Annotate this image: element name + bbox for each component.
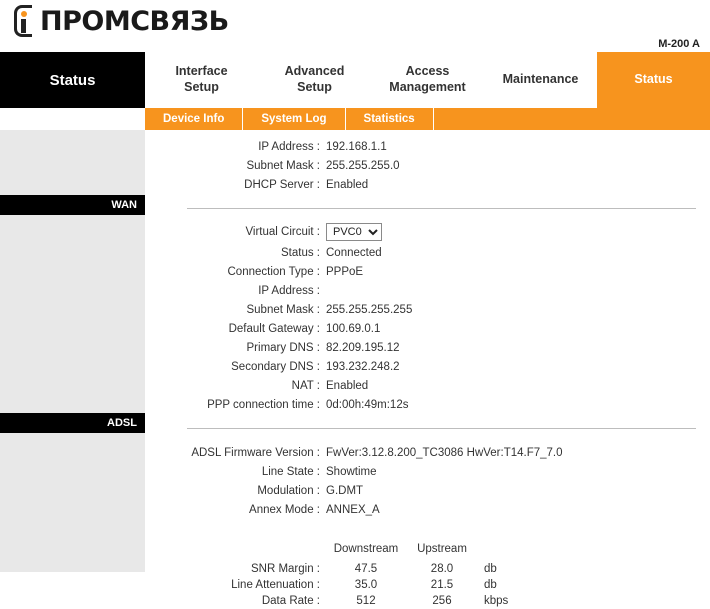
label-lan-subnet-mask: Subnet Mask : — [246, 159, 320, 172]
value-wan-nat: Enabled — [326, 379, 369, 392]
value-adsl-annex-mode: ANNEX_A — [326, 503, 380, 516]
label-data-rate: Data Rate : — [261, 595, 320, 607]
tab-interface-setup-line2: Setup — [184, 80, 219, 94]
content-area — [145, 130, 710, 607]
logo-mark-icon — [8, 2, 36, 40]
tab-interface-setup-line1: Interface — [175, 64, 228, 79]
row-wan-status — [151, 243, 710, 262]
stats-col-downstream: Downstream — [333, 543, 399, 555]
unit-data-rate: kbps — [484, 595, 509, 607]
brand-name: ПРОМСВЯЗЬ — [40, 5, 229, 37]
row-adsl-annex-mode — [151, 500, 710, 519]
label-adsl-line-state: Line State : — [261, 465, 320, 478]
subtab-device-info[interactable]: Device Info — [145, 108, 243, 130]
sub-navigation — [0, 108, 710, 130]
value-data-rate-down: 512 — [356, 595, 376, 607]
tab-maintenance[interactable] — [484, 52, 597, 108]
label-wan-nat: NAT : — [291, 379, 320, 392]
label-wan-default-gateway: Default Gateway : — [228, 322, 320, 335]
label-wan-connection-type: Connection Type : — [227, 265, 320, 278]
row-adsl-modulation — [151, 481, 710, 500]
virtual-circuit-select[interactable] — [326, 223, 382, 241]
sidebar-block-adsl — [0, 433, 145, 572]
label-adsl-firmware-version: ADSL Firmware Version : — [191, 446, 320, 459]
value-lan-dhcp-server: Enabled — [326, 178, 369, 191]
value-wan-connection-type: PPPoE — [326, 265, 364, 278]
tab-access-management[interactable] — [371, 52, 484, 108]
value-wan-status: Connected — [326, 246, 382, 259]
label-wan-ppp-connection-time: PPP connection time : — [207, 398, 320, 411]
label-snr-margin: SNR Margin : — [250, 563, 320, 575]
value-wan-ppp-connection-time: 0d:00h:49m:12s — [326, 398, 409, 411]
status-title-block: Status — [0, 52, 145, 108]
label-adsl-annex-mode: Annex Mode : — [249, 503, 320, 516]
tab-status-label: Status — [634, 72, 673, 87]
label-adsl-modulation: Modulation : — [257, 484, 320, 497]
nav-items — [145, 52, 710, 108]
row-wan-subnet-mask — [151, 300, 710, 319]
unit-snr-margin: db — [484, 563, 497, 575]
divider-wan — [187, 208, 696, 209]
value-lan-ip-address: 192.168.1.1 — [326, 140, 387, 153]
row-lan-dhcp-server — [151, 175, 710, 194]
row-adsl-line-state — [151, 462, 710, 481]
label-wan-ip-address: IP Address : — [258, 284, 320, 297]
row-wan-ppp-connection-time — [151, 395, 710, 414]
label-wan-subnet-mask: Subnet Mask : — [246, 303, 320, 316]
sidebar-block-wan — [0, 215, 145, 413]
row-wan-nat — [151, 376, 710, 395]
stats-row-snr-margin — [151, 561, 710, 577]
sidebar — [0, 130, 145, 572]
sidebar-block-lan — [0, 130, 145, 195]
subtab-statistics[interactable]: Statistics — [346, 108, 434, 130]
value-snr-margin-down: 47.5 — [354, 563, 378, 575]
value-wan-primary-dns: 82.209.195.12 — [326, 341, 400, 354]
stats-row-data-rate — [151, 593, 710, 609]
label-lan-dhcp-server: DHCP Server : — [244, 178, 320, 191]
tab-advanced-setup-line2: Setup — [297, 80, 332, 94]
label-wan-virtual-circuit: Virtual Circuit : — [245, 226, 320, 238]
subnav-spacer — [0, 108, 145, 130]
unit-line-attenuation: db — [484, 579, 497, 591]
device-model: M-200 A — [658, 38, 700, 50]
subtab-system-log[interactable]: System Log — [243, 108, 345, 130]
label-wan-status: Status : — [281, 246, 320, 259]
main-navigation — [0, 52, 710, 108]
label-wan-primary-dns: Primary DNS : — [246, 341, 320, 354]
subnav-filler — [434, 108, 710, 130]
tab-advanced-setup[interactable] — [258, 52, 371, 108]
row-wan-secondary-dns — [151, 357, 710, 376]
row-wan-default-gateway — [151, 319, 710, 338]
tab-access-management-line2: Management — [389, 80, 466, 94]
value-line-attenuation-up: 21.5 — [430, 579, 454, 591]
tab-access-management-line1: Access — [405, 64, 450, 79]
subnav-items — [145, 108, 434, 130]
row-wan-primary-dns — [151, 338, 710, 357]
value-snr-margin-up: 28.0 — [430, 563, 454, 575]
brand-logo — [8, 2, 229, 40]
value-lan-subnet-mask: 255.255.255.0 — [326, 159, 400, 172]
row-lan-ip-address — [151, 137, 710, 156]
stats-header-row — [151, 541, 710, 557]
value-line-attenuation-down: 35.0 — [354, 579, 378, 591]
row-lan-subnet-mask — [151, 156, 710, 175]
value-adsl-modulation: G.DMT — [326, 484, 364, 497]
stats-row-line-attenuation — [151, 577, 710, 593]
tab-advanced-setup-line1: Advanced — [284, 64, 345, 79]
tab-status[interactable] — [597, 52, 710, 108]
value-data-rate-up: 256 — [432, 595, 452, 607]
sidebar-section-wan: WAN — [0, 195, 145, 215]
page-header — [0, 0, 710, 52]
sidebar-section-adsl: ADSL — [0, 413, 145, 433]
value-adsl-line-state: Showtime — [326, 465, 377, 478]
row-wan-connection-type — [151, 262, 710, 281]
label-wan-secondary-dns: Secondary DNS : — [231, 360, 320, 373]
value-adsl-firmware-version: FwVer:3.12.8.200_TC3086 HwVer:T14.F7_7.0 — [326, 446, 563, 459]
tab-maintenance-label: Maintenance — [502, 72, 579, 87]
row-adsl-firmware-version — [151, 443, 710, 462]
stats-col-upstream: Upstream — [417, 543, 467, 555]
row-wan-ip-address — [151, 281, 710, 300]
value-wan-default-gateway: 100.69.0.1 — [326, 322, 381, 335]
value-wan-subnet-mask: 255.255.255.255 — [326, 303, 413, 316]
label-lan-ip-address: IP Address : — [258, 140, 320, 153]
tab-interface-setup[interactable] — [145, 52, 258, 108]
row-wan-virtual-circuit — [151, 221, 710, 243]
page-body — [0, 130, 710, 607]
adsl-stats-table — [151, 541, 710, 609]
divider-adsl — [187, 428, 696, 429]
value-wan-secondary-dns: 193.232.248.2 — [326, 360, 400, 373]
label-line-attenuation: Line Attenuation : — [231, 579, 320, 591]
